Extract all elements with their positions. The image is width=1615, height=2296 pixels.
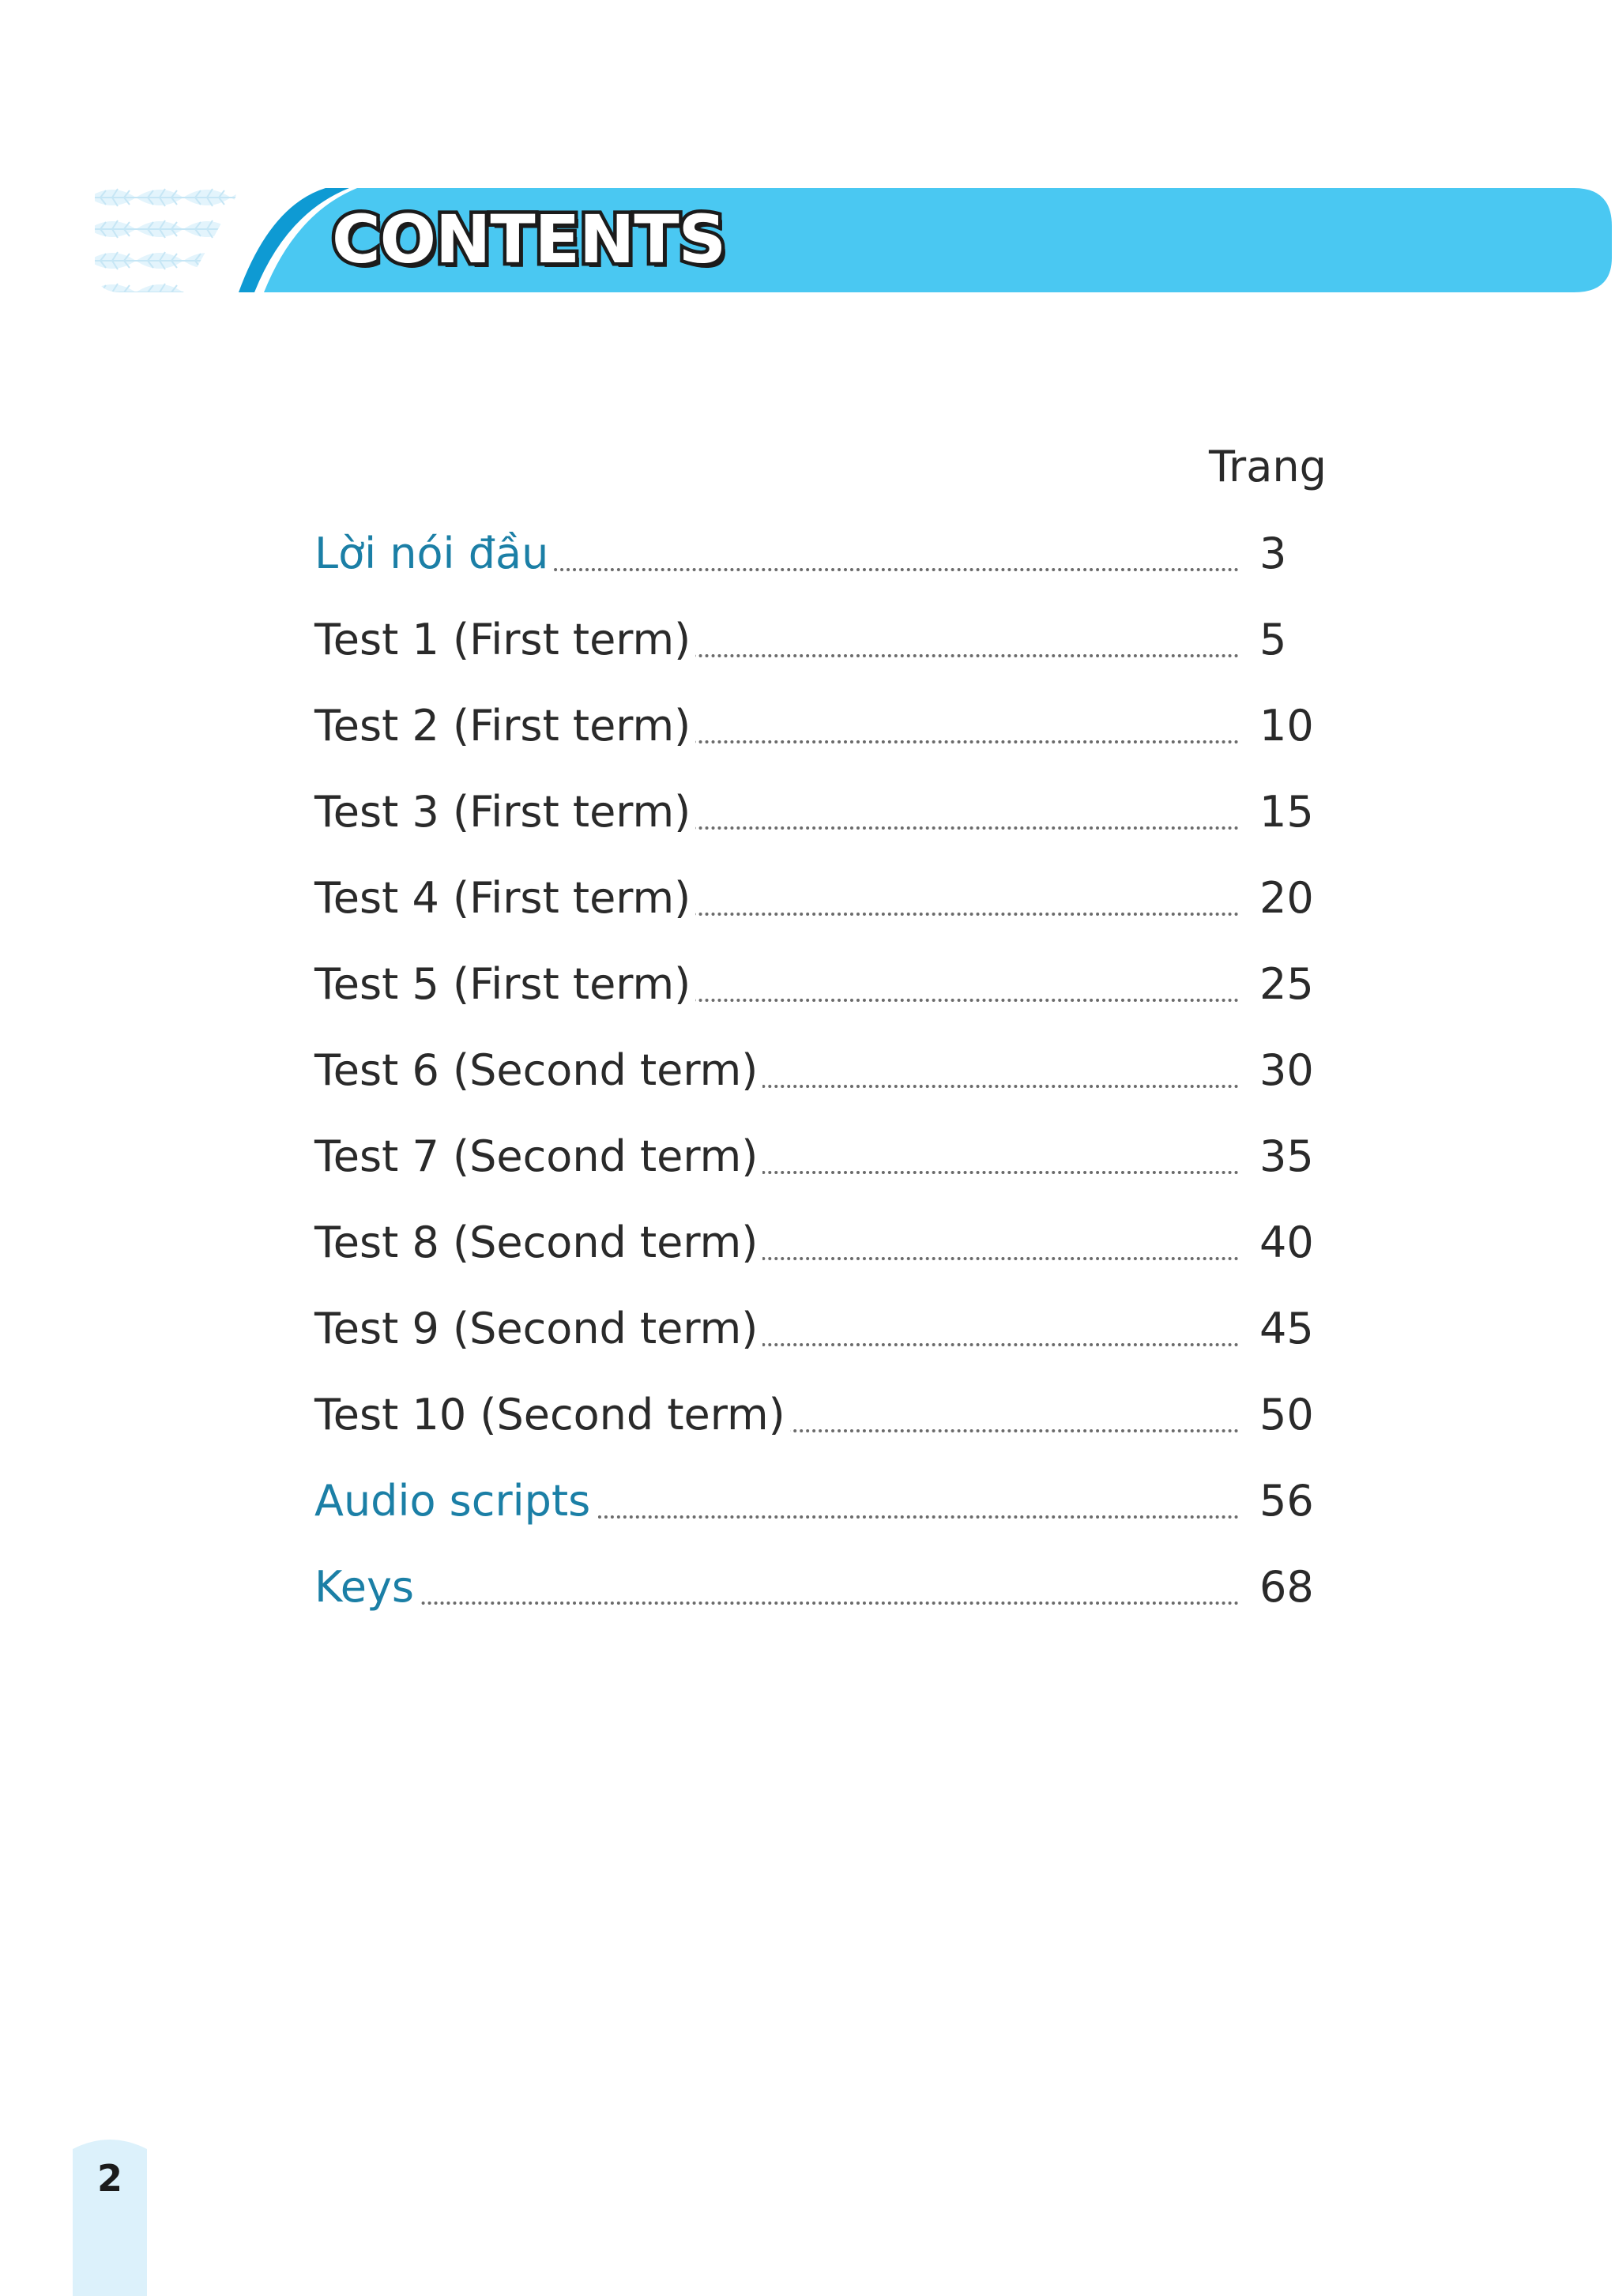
toc-entry-audio-scripts[interactable] [314, 1473, 1334, 1559]
toc-entry-title: Test 9 (Second term) [314, 1300, 762, 1357]
toc-entry-test-10[interactable] [314, 1387, 1334, 1473]
toc-entry-title: Test 2 (First term) [314, 698, 695, 755]
toc-entry-title: Test 6 (Second term) [314, 1042, 762, 1099]
toc-entry-test-3[interactable] [314, 784, 1334, 870]
toc-entry-page: 56 [1259, 1476, 1314, 1526]
toc-entry-page: 30 [1259, 1045, 1314, 1095]
toc-entry-test-1[interactable] [314, 612, 1334, 698]
page-title: CONTENTS [332, 201, 726, 278]
toc-entry-page: 15 [1259, 787, 1314, 837]
leaf-decoration [95, 188, 236, 292]
toc-entry-title: Test 5 (First term) [314, 956, 695, 1013]
dot-leader [314, 1602, 1239, 1605]
toc-entry-page: 20 [1259, 873, 1314, 923]
toc-entry-page: 35 [1259, 1131, 1314, 1181]
toc-entry-title: Test 10 (Second term) [314, 1387, 790, 1443]
toc-entry-page: 5 [1259, 615, 1287, 664]
toc-entry-page: 3 [1259, 529, 1287, 578]
toc-entry-title: Audio scripts [314, 1473, 595, 1530]
page-column-label: Trang [1209, 442, 1327, 491]
table-of-contents [314, 525, 1334, 1645]
toc-entry-page: 40 [1259, 1218, 1314, 1267]
toc-entry-page: 50 [1259, 1390, 1314, 1440]
toc-entry-test-5[interactable] [314, 956, 1334, 1042]
toc-entry-title: Test 3 (First term) [314, 784, 695, 841]
toc-entry-title: Test 7 (Second term) [314, 1128, 762, 1185]
toc-entry-test-2[interactable] [314, 698, 1334, 784]
toc-entry-test-9[interactable] [314, 1300, 1334, 1387]
toc-entry-page: 68 [1259, 1562, 1314, 1612]
toc-entry-test-6[interactable] [314, 1042, 1334, 1128]
toc-entry-page: 45 [1259, 1304, 1314, 1353]
banner-shape [88, 182, 1615, 299]
toc-entry-test-4[interactable] [314, 870, 1334, 956]
toc-entry-test-7[interactable] [314, 1128, 1334, 1214]
toc-entry-page: 10 [1259, 701, 1314, 751]
header-banner [88, 182, 1615, 299]
toc-entry-title: Test 1 (First term) [314, 612, 695, 668]
toc-entry-test-8[interactable] [314, 1214, 1334, 1300]
toc-entry-loi-noi-dau[interactable] [314, 525, 1334, 612]
toc-entry-title: Keys [314, 1559, 419, 1616]
toc-entry-title: Test 4 (First term) [314, 870, 695, 927]
toc-entry-page: 25 [1259, 959, 1314, 1009]
toc-entry-title: Test 8 (Second term) [314, 1214, 762, 1271]
toc-entry-title: Lời nói đầu [314, 525, 553, 582]
page-number: 2 [96, 2157, 122, 2200]
toc-entry-keys[interactable] [314, 1559, 1334, 1645]
